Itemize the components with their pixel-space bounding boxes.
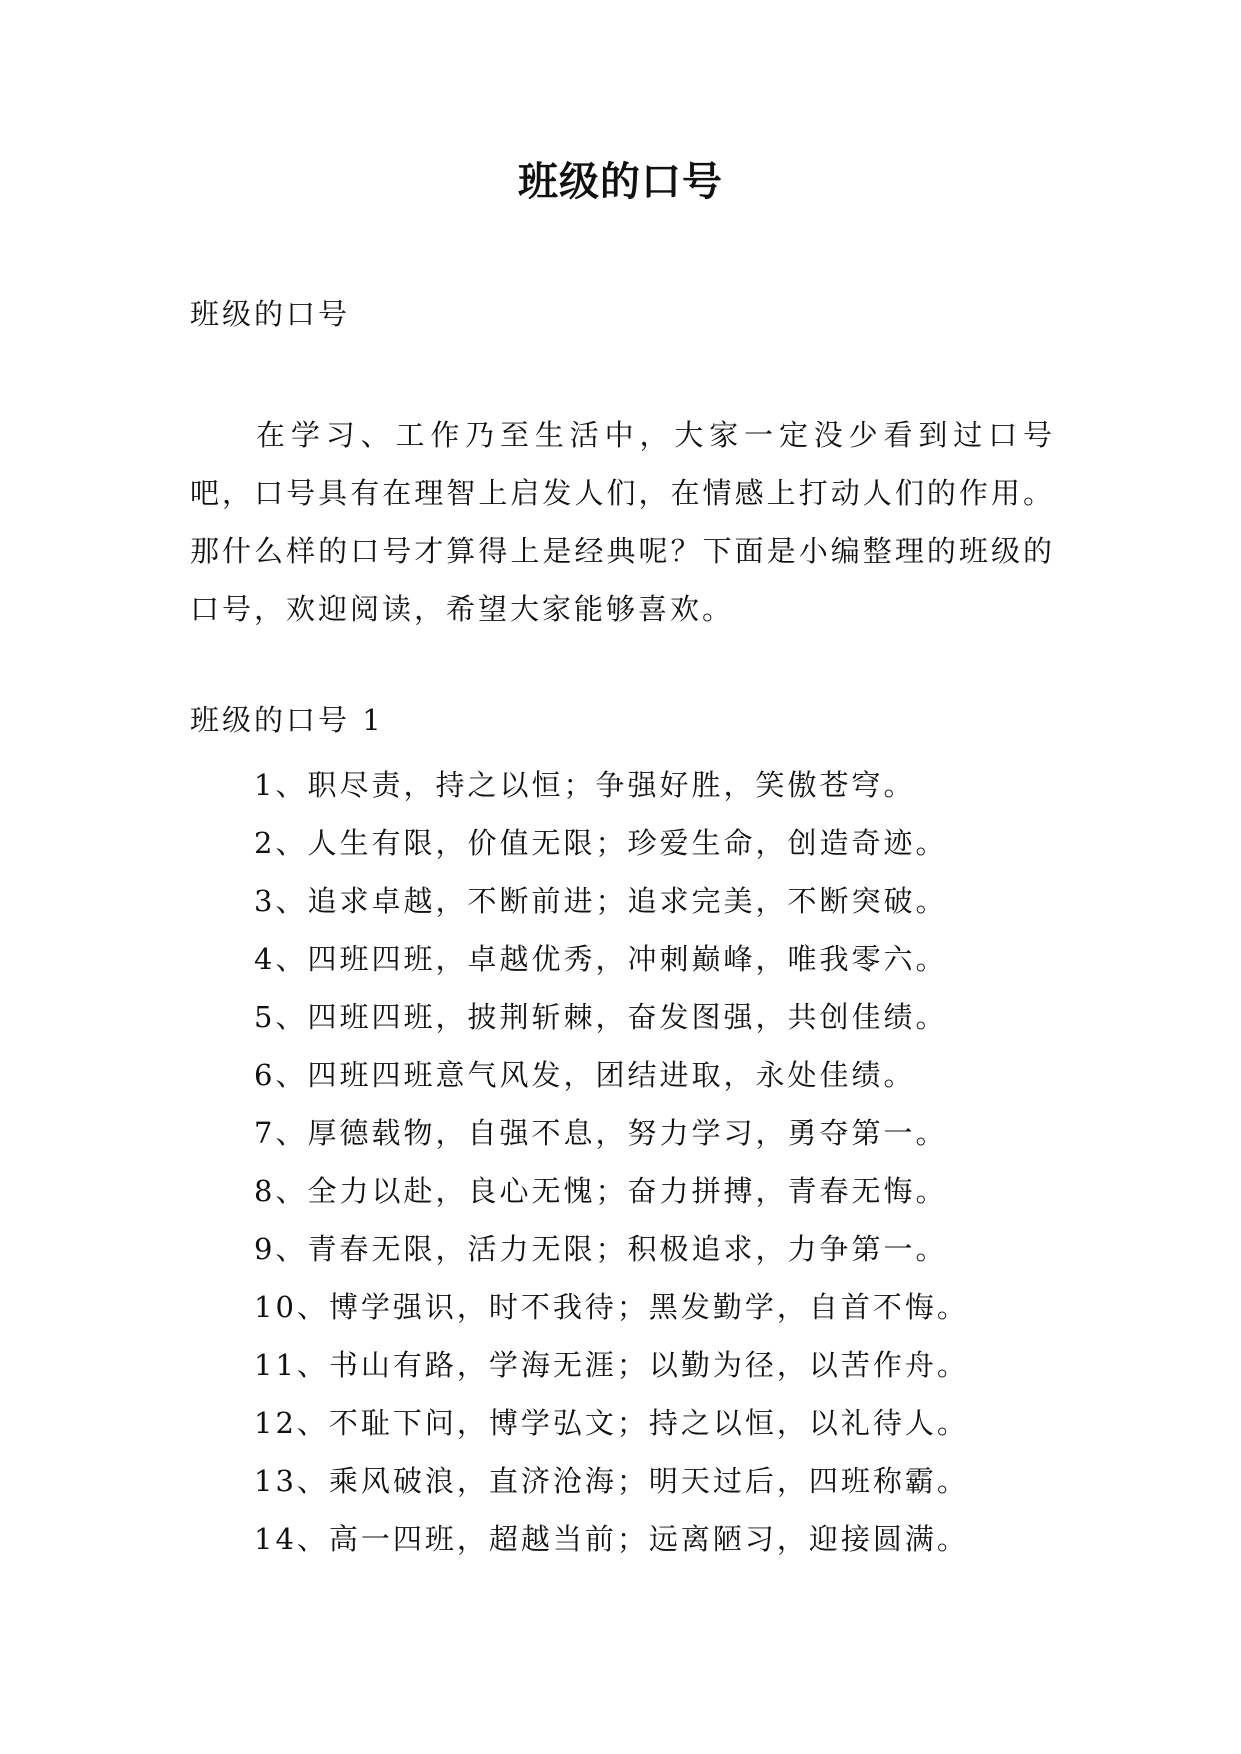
slogan-list	[254, 756, 969, 1568]
slogan-item: 10、博学强识，时不我待；黑发勤学，自首不悔。	[254, 1290, 969, 1324]
slogan-item: 5、四班四班，披荆斩棘，奋发图强，共创佳绩。	[254, 1000, 948, 1034]
slogan-item: 14、高一四班，超越当前；远离陋习，迎接圆满。	[254, 1522, 969, 1556]
slogan-item: 4、四班四班，卓越优秀，冲刺巅峰，唯我零六。	[254, 942, 948, 976]
slogan-item: 11、书山有路，学海无涯；以勤为径，以苦作舟。	[254, 1348, 969, 1382]
slogan-item: 12、不耻下问，博学弘文；持之以恒，以礼待人。	[254, 1406, 969, 1440]
slogan-item: 1、职尽责，持之以恒；争强好胜，笑傲苍穹。	[254, 768, 916, 802]
section-heading: 班级的口号 1	[190, 703, 384, 737]
slogan-item: 7、厚德载物，自强不息，努力学习，勇夺第一。	[254, 1116, 948, 1150]
intro-paragraph: 在学习、工作乃至生活中，大家一定没少看到过口号吧，口号具有在理智上启发人们，在情感上打动人们的作用。那什么样的口号才算得上是经典呢？下面是小编整理的班级的口号，欢迎阅读，希望大家能够喜欢。	[190, 418, 1055, 626]
page-title: 班级的口号	[518, 159, 723, 205]
slogan-item: 3、追求卓越，不断前进；追求完美，不断突破。	[254, 884, 948, 918]
document-subtitle: 班级的口号	[190, 297, 351, 331]
slogan-item: 2、人生有限，价值无限；珍爱生命，创造奇迹。	[254, 826, 948, 860]
slogan-item: 8、全力以赴，良心无愧；奋力拼搏，青春无悔。	[254, 1174, 948, 1208]
slogan-item: 6、四班四班意气风发，团结进取，永处佳绩。	[254, 1058, 916, 1092]
slogan-item: 9、青春无限，活力无限；积极追求，力争第一。	[254, 1232, 948, 1266]
slogan-item: 13、乘风破浪，直济沧海；明天过后，四班称霸。	[254, 1464, 969, 1498]
